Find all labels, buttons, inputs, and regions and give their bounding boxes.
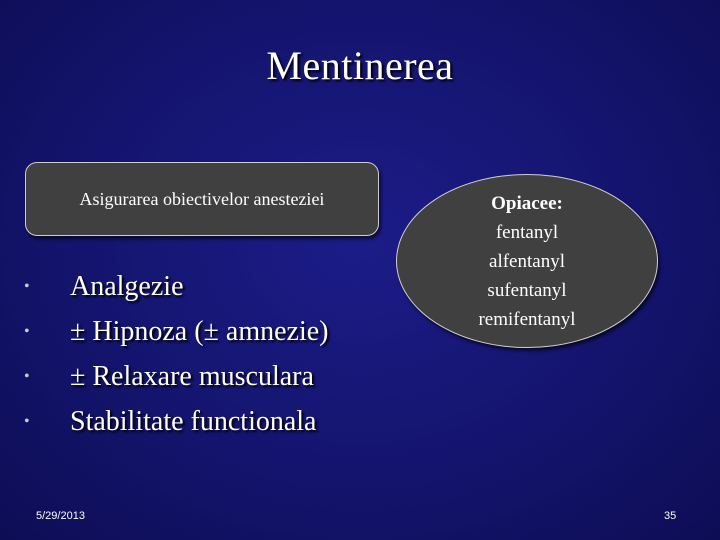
bullet-dot-icon: • bbox=[24, 368, 30, 385]
bullet-item bbox=[24, 406, 329, 451]
bullet-item bbox=[24, 361, 329, 406]
opioid-item: fentanyl bbox=[495, 221, 559, 243]
opioid-item: alfentanyl bbox=[489, 250, 565, 272]
footer-date: 5/29/2013 bbox=[36, 510, 85, 522]
bullet-text: Stabilitate functionala bbox=[70, 406, 317, 437]
bullet-dot-icon: • bbox=[24, 413, 30, 430]
bullet-text: ± Hipnoza (± amnezie) bbox=[70, 316, 329, 347]
bullet-item bbox=[24, 271, 329, 316]
bullet-dot-icon: • bbox=[24, 278, 30, 295]
opioid-item: remifentanyl bbox=[478, 308, 576, 330]
objectives-box bbox=[25, 162, 379, 236]
bullet-list bbox=[24, 271, 329, 451]
bullet-dot-icon: • bbox=[24, 323, 30, 340]
opioids-heading: Opiacee: bbox=[491, 192, 563, 214]
slide-title: Mentinerea bbox=[266, 43, 454, 88]
opioids-ellipse bbox=[396, 174, 658, 348]
bullet-item bbox=[24, 316, 329, 361]
opioid-item: sufentanyl bbox=[487, 279, 567, 301]
objectives-box-text: Asigurarea obiectivelor anesteziei bbox=[79, 188, 325, 209]
bullet-text: ± Relaxare musculara bbox=[70, 361, 314, 392]
bullet-text: Analgezie bbox=[70, 271, 184, 302]
slide-number: 35 bbox=[664, 510, 677, 522]
